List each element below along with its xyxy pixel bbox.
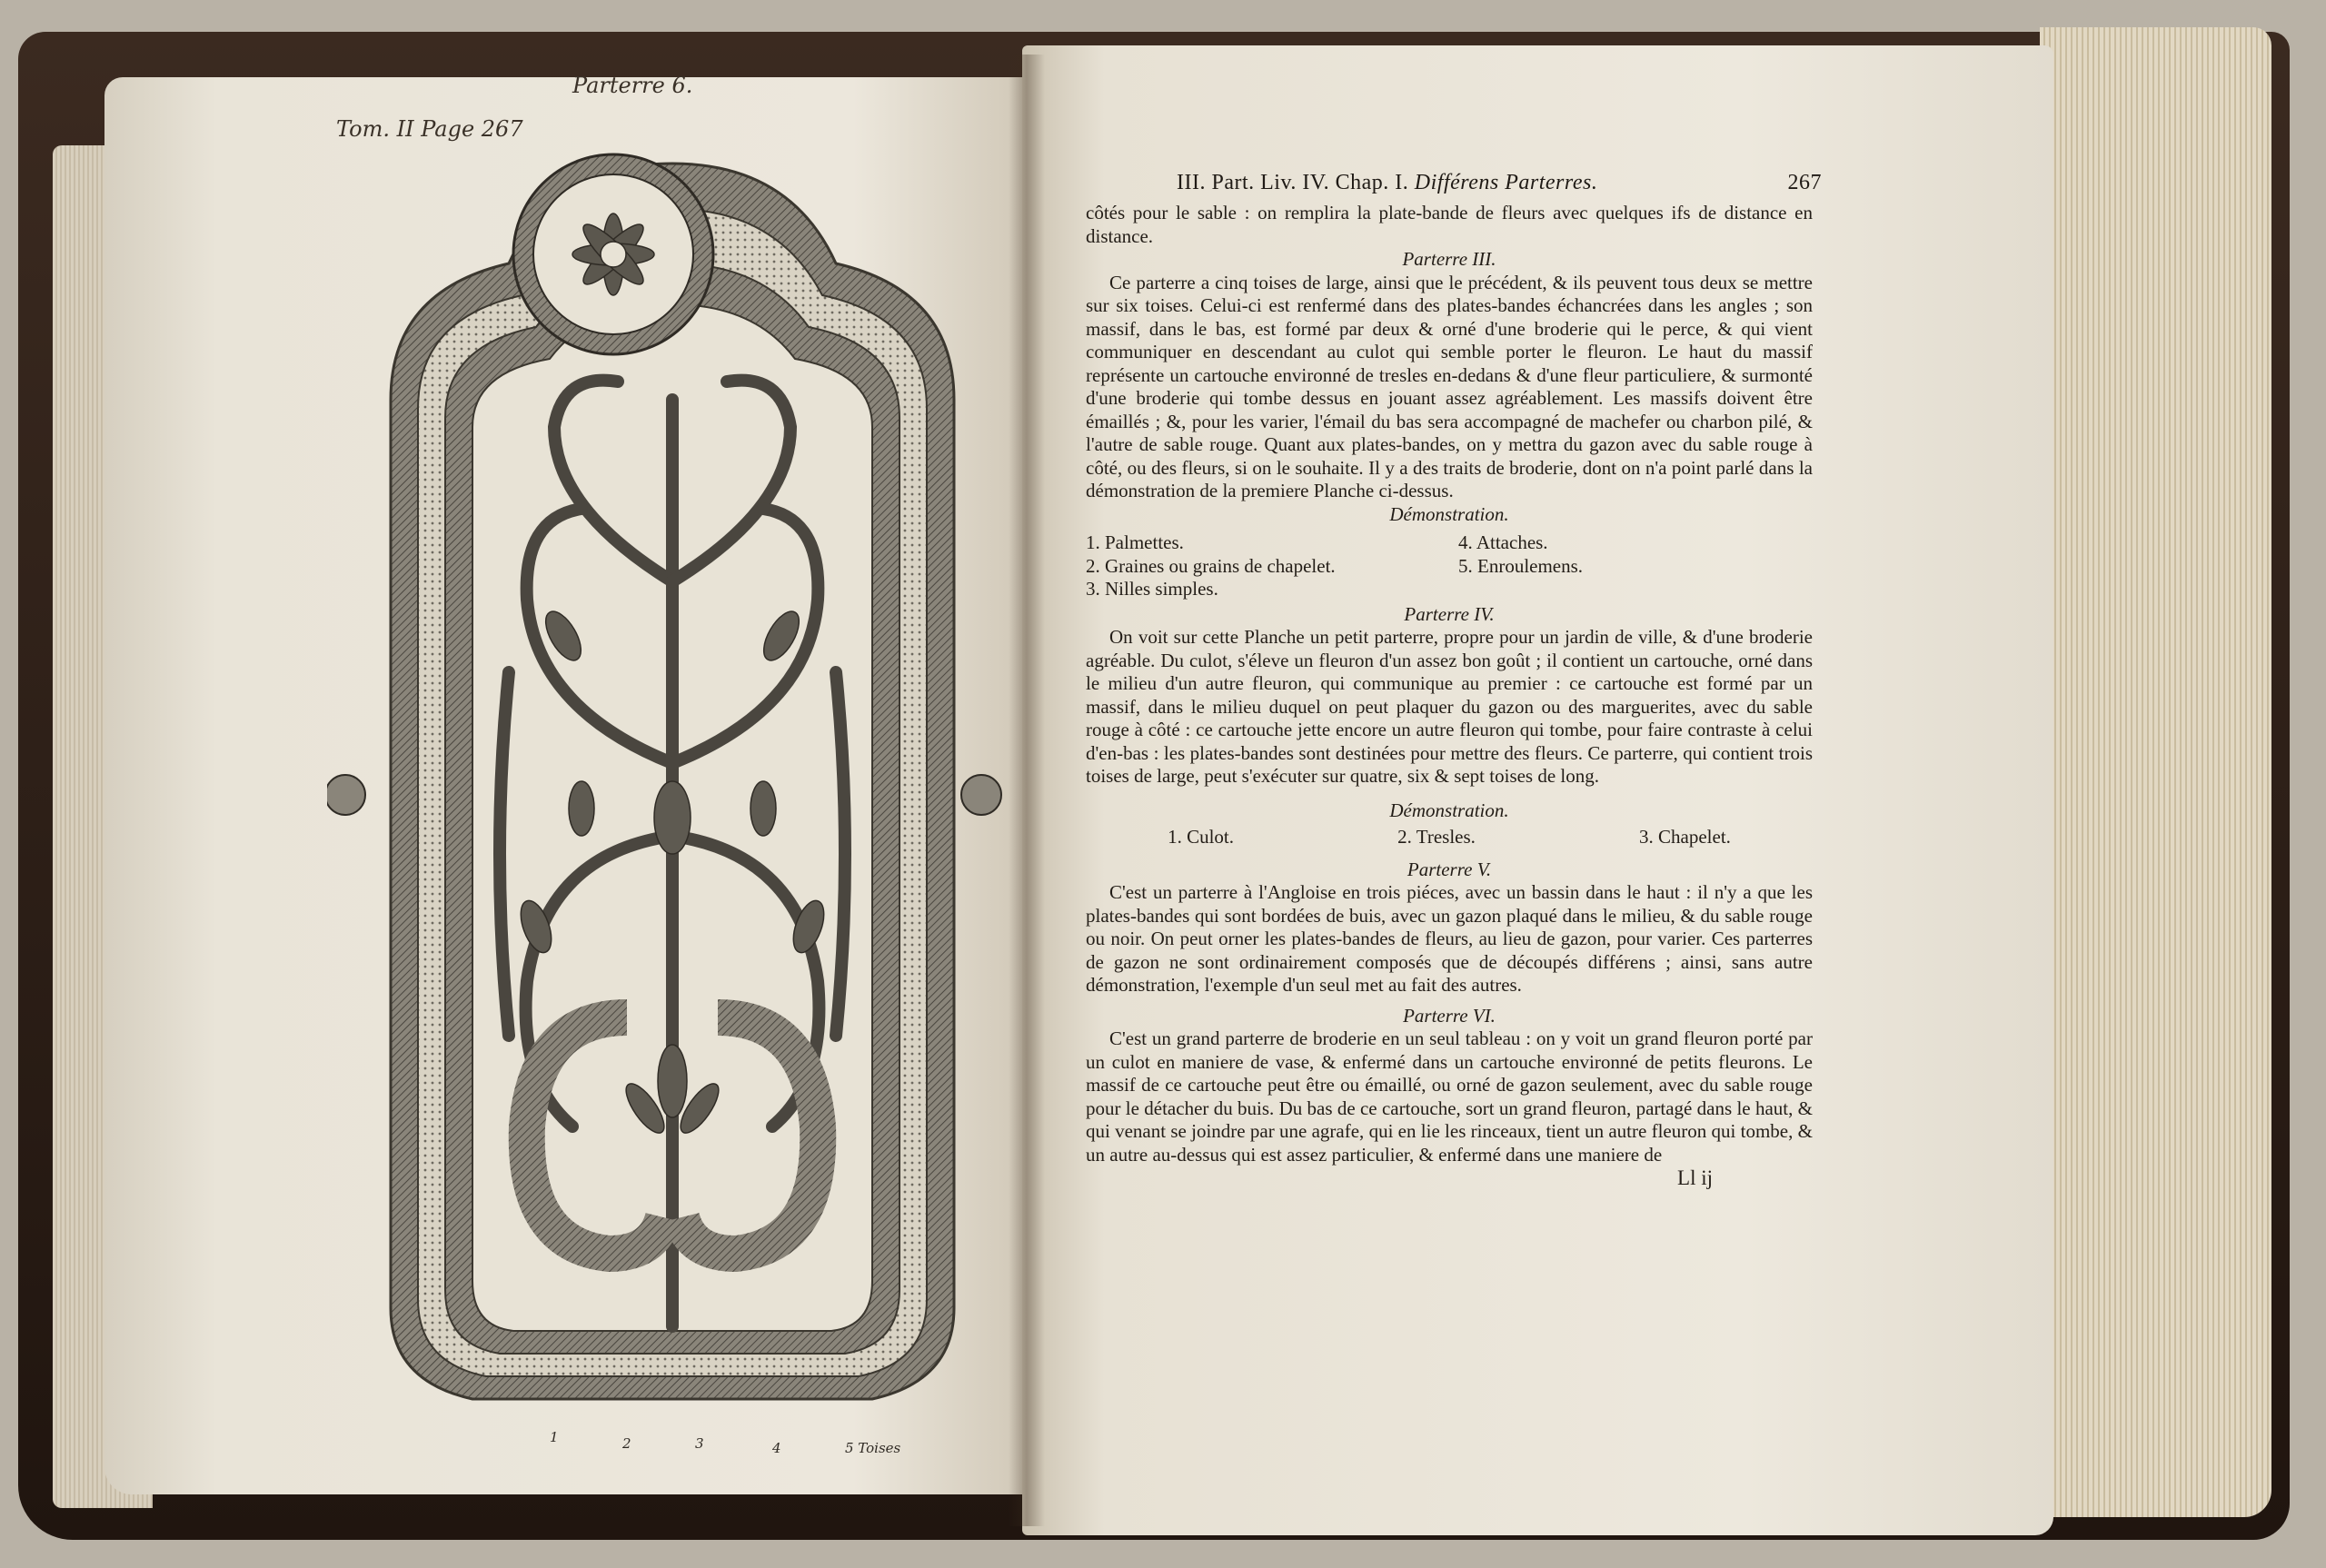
scale-tick: 4	[772, 1440, 781, 1456]
page-number: 267	[1787, 171, 1822, 194]
scale-tick: 1	[550, 1429, 559, 1445]
demonstration-list	[1086, 826, 1813, 849]
section-heading: Parterre VI.	[1403, 1004, 1496, 1027]
demo-item: 1. Culot.	[1168, 826, 1234, 848]
running-head-part: III. Part. Liv. IV. Chap. I.	[1177, 171, 1409, 194]
demo-item: 2. Tresles.	[1397, 826, 1476, 848]
signature-mark: Ll ij	[1677, 1166, 1713, 1189]
page-text	[1086, 202, 1813, 1190]
signature-mark-row	[1086, 1166, 1813, 1190]
plate-title: Parterre 6.	[572, 73, 693, 98]
section-paragraph: On voit sur cette Planche un petit parterre, propre pour un jardin de ville, & d'une broderie agréable. Du culot, s'éleve un fleuron d'un assez bon goût ; il contient un cartouche, orné dans le milieu d'un autre fleuron, qui communique au premier : ce cartouche est formé par un massif, dans le milieu duquel on peut plaquer du gazon ou des marguerites, avec du sable rouge à côté : ce cartouche jette encore un autre fleuron qui tombe, pour faire contraste à celui d'en-bas : les plates-bandes sont destinées pour mettre des fleurs. Ce parterre, qui contient trois toises de large, peut s'exécuter sur quatre, six & sept toises de long.	[1086, 626, 1813, 787]
demo-item: 2. Graines ou grains de chapelet.	[1086, 554, 1336, 577]
scale-tick: 5 Toises	[845, 1440, 901, 1456]
section-heading: Parterre IV.	[1404, 602, 1495, 625]
plate-reference: Tom. II Page 267	[336, 116, 523, 142]
running-head	[1177, 171, 1822, 195]
demo-item: 5. Enroulemens.	[1458, 554, 1584, 577]
demonstration-list	[1086, 531, 1813, 601]
section-heading: Parterre III.	[1402, 248, 1496, 270]
running-head-title: Différens Parterres.	[1414, 171, 1598, 194]
section-paragraph: C'est un parterre à l'Angloise en trois piéces, avec un bassin dans le haut : il n'y a que les plates-bandes qui sont bordées de buis, avec un gazon plaqué dans le milieu, & du sable rouge ou noir. On peut orner les plates-bandes de fleurs, au lieu de gazon, pour varier. Ces parterres de gazon ne sont ordinairement composés que de découpés différens ; ainsi, sans autre démonstration, l'exemple d'un seul met au fait des autres.	[1086, 881, 1813, 996]
demo-item: 4. Attaches.	[1458, 531, 1548, 553]
section-paragraph: Ce parterre a cinq toises de large, ainsi que le précédent, & ils peuvent tous deux se mettre sur six toises. Celui-ci est renfermé dans des plates-bandes échancrées dans les angles ; son massif, dans le bas, est formé par deux & orné d'une broderie qui le perce, & qui vient communiquer en descendant au culot qui semble porter le fleuron. Le haut du massif représente un cartouche environné de tresles en-dedans & d'une fleur particuliere, & surmonté d'une broderie qui tombe dessus en jouant assez agréablement. Les massifs doivent être émaillés ; &, pour les varier, l'émail du bas sera accompagné de machefer ou charbon pilé, & l'autre de sable rouge. Quant aux plates-bandes, on y mettra du gazon avec du sable rouge à côté, ou des fleurs, si on le souhaite. Il y a des traits de broderie, dont on n'a point parlé dans la démonstration de la premiere Planche ci-dessus.	[1086, 271, 1813, 501]
section-paragraph: C'est un grand parterre de broderie en un seul tableau : on y voit un grand fleuron porté par un culot en maniere de vase, & enfermé dans un cartouche environné de petits fleurons. Le massif de ce cartouche peut être ou émaillé, ou orné de gazon seulement, avec du sable rouge pour le détacher du buis. Du bas de ce cartouche, sort un grand fleuron, partagé dans le haut, & qui venant se joindre par une agrafe, qui en lie les rinceaux, tient un autre fleuron qui tombe, & un autre au-dessus qui est assez particulier, & enfermé dans une maniere de	[1086, 1027, 1813, 1166]
parterre-engraving	[327, 127, 1018, 1417]
demonstration-heading: Démonstration.	[1389, 502, 1509, 525]
demo-item: 3. Chapelet.	[1639, 826, 1731, 848]
demo-item: 1. Palmettes.	[1086, 531, 1184, 553]
scale-tick: 2	[622, 1435, 631, 1452]
section-heading: Parterre V.	[1407, 858, 1492, 880]
intro-paragraph: côtés pour le sable : on remplira la plate-bande de fleurs avec quelques ifs de distance en distance.	[1086, 202, 1813, 247]
page-edges-right	[2040, 27, 2271, 1517]
demo-item: 3. Nilles simples.	[1086, 578, 1218, 600]
demonstration-heading: Démonstration.	[1389, 799, 1509, 821]
scale-tick: 3	[695, 1435, 704, 1452]
